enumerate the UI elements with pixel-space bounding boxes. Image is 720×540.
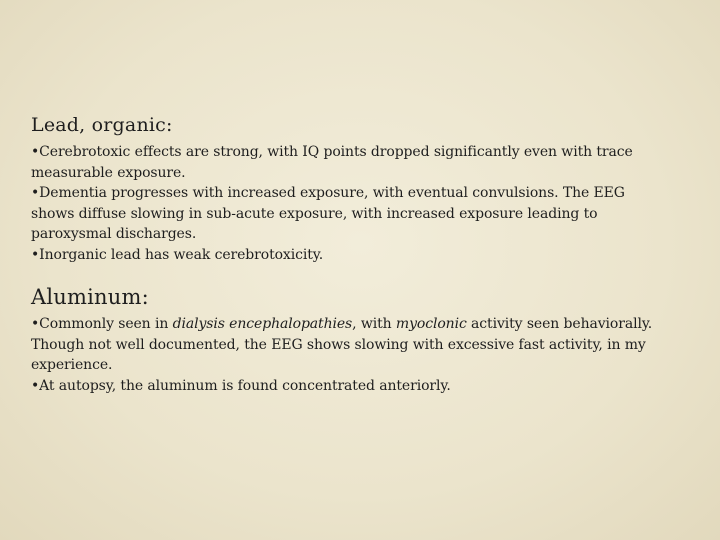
lead-bullet-3: •Inorganic lead has weak cerebrotoxicity. xyxy=(31,246,324,263)
myoclonic-term: myoclonic xyxy=(395,316,467,332)
aluminum-bullet-1-end: activity seen behaviorally. Though not well documented, the EEG shows slowing with excessive fast activity, in my experience. xyxy=(31,316,653,373)
lead-bullet-2: •Dementia progresses with increased exposure, with eventual convulsions. The EEG shows diffuse slowing in sub-acute exposure, with increased exposure leading to paroxysmal discharges. xyxy=(31,185,625,242)
slide-body xyxy=(31,112,671,396)
aluminum-bullet-2: •At autopsy, the aluminum is found concentrated anteriorly. xyxy=(31,377,451,394)
lead-heading: Lead, organic: xyxy=(31,114,173,136)
lead-bullet-1: •Cerebrotoxic effects are strong, with IQ points dropped significantly even with trace measurable exposure. xyxy=(31,144,633,181)
aluminum-heading: Aluminum: xyxy=(31,285,149,309)
aluminum-bullet-1-mid: , with xyxy=(352,316,396,332)
aluminum-bullet-1 xyxy=(31,314,671,376)
aluminum-bullet-1-start: •Commonly seen in xyxy=(31,316,173,332)
dialysis-encephalopathies-term: dialysis encephalopathies xyxy=(172,316,353,332)
